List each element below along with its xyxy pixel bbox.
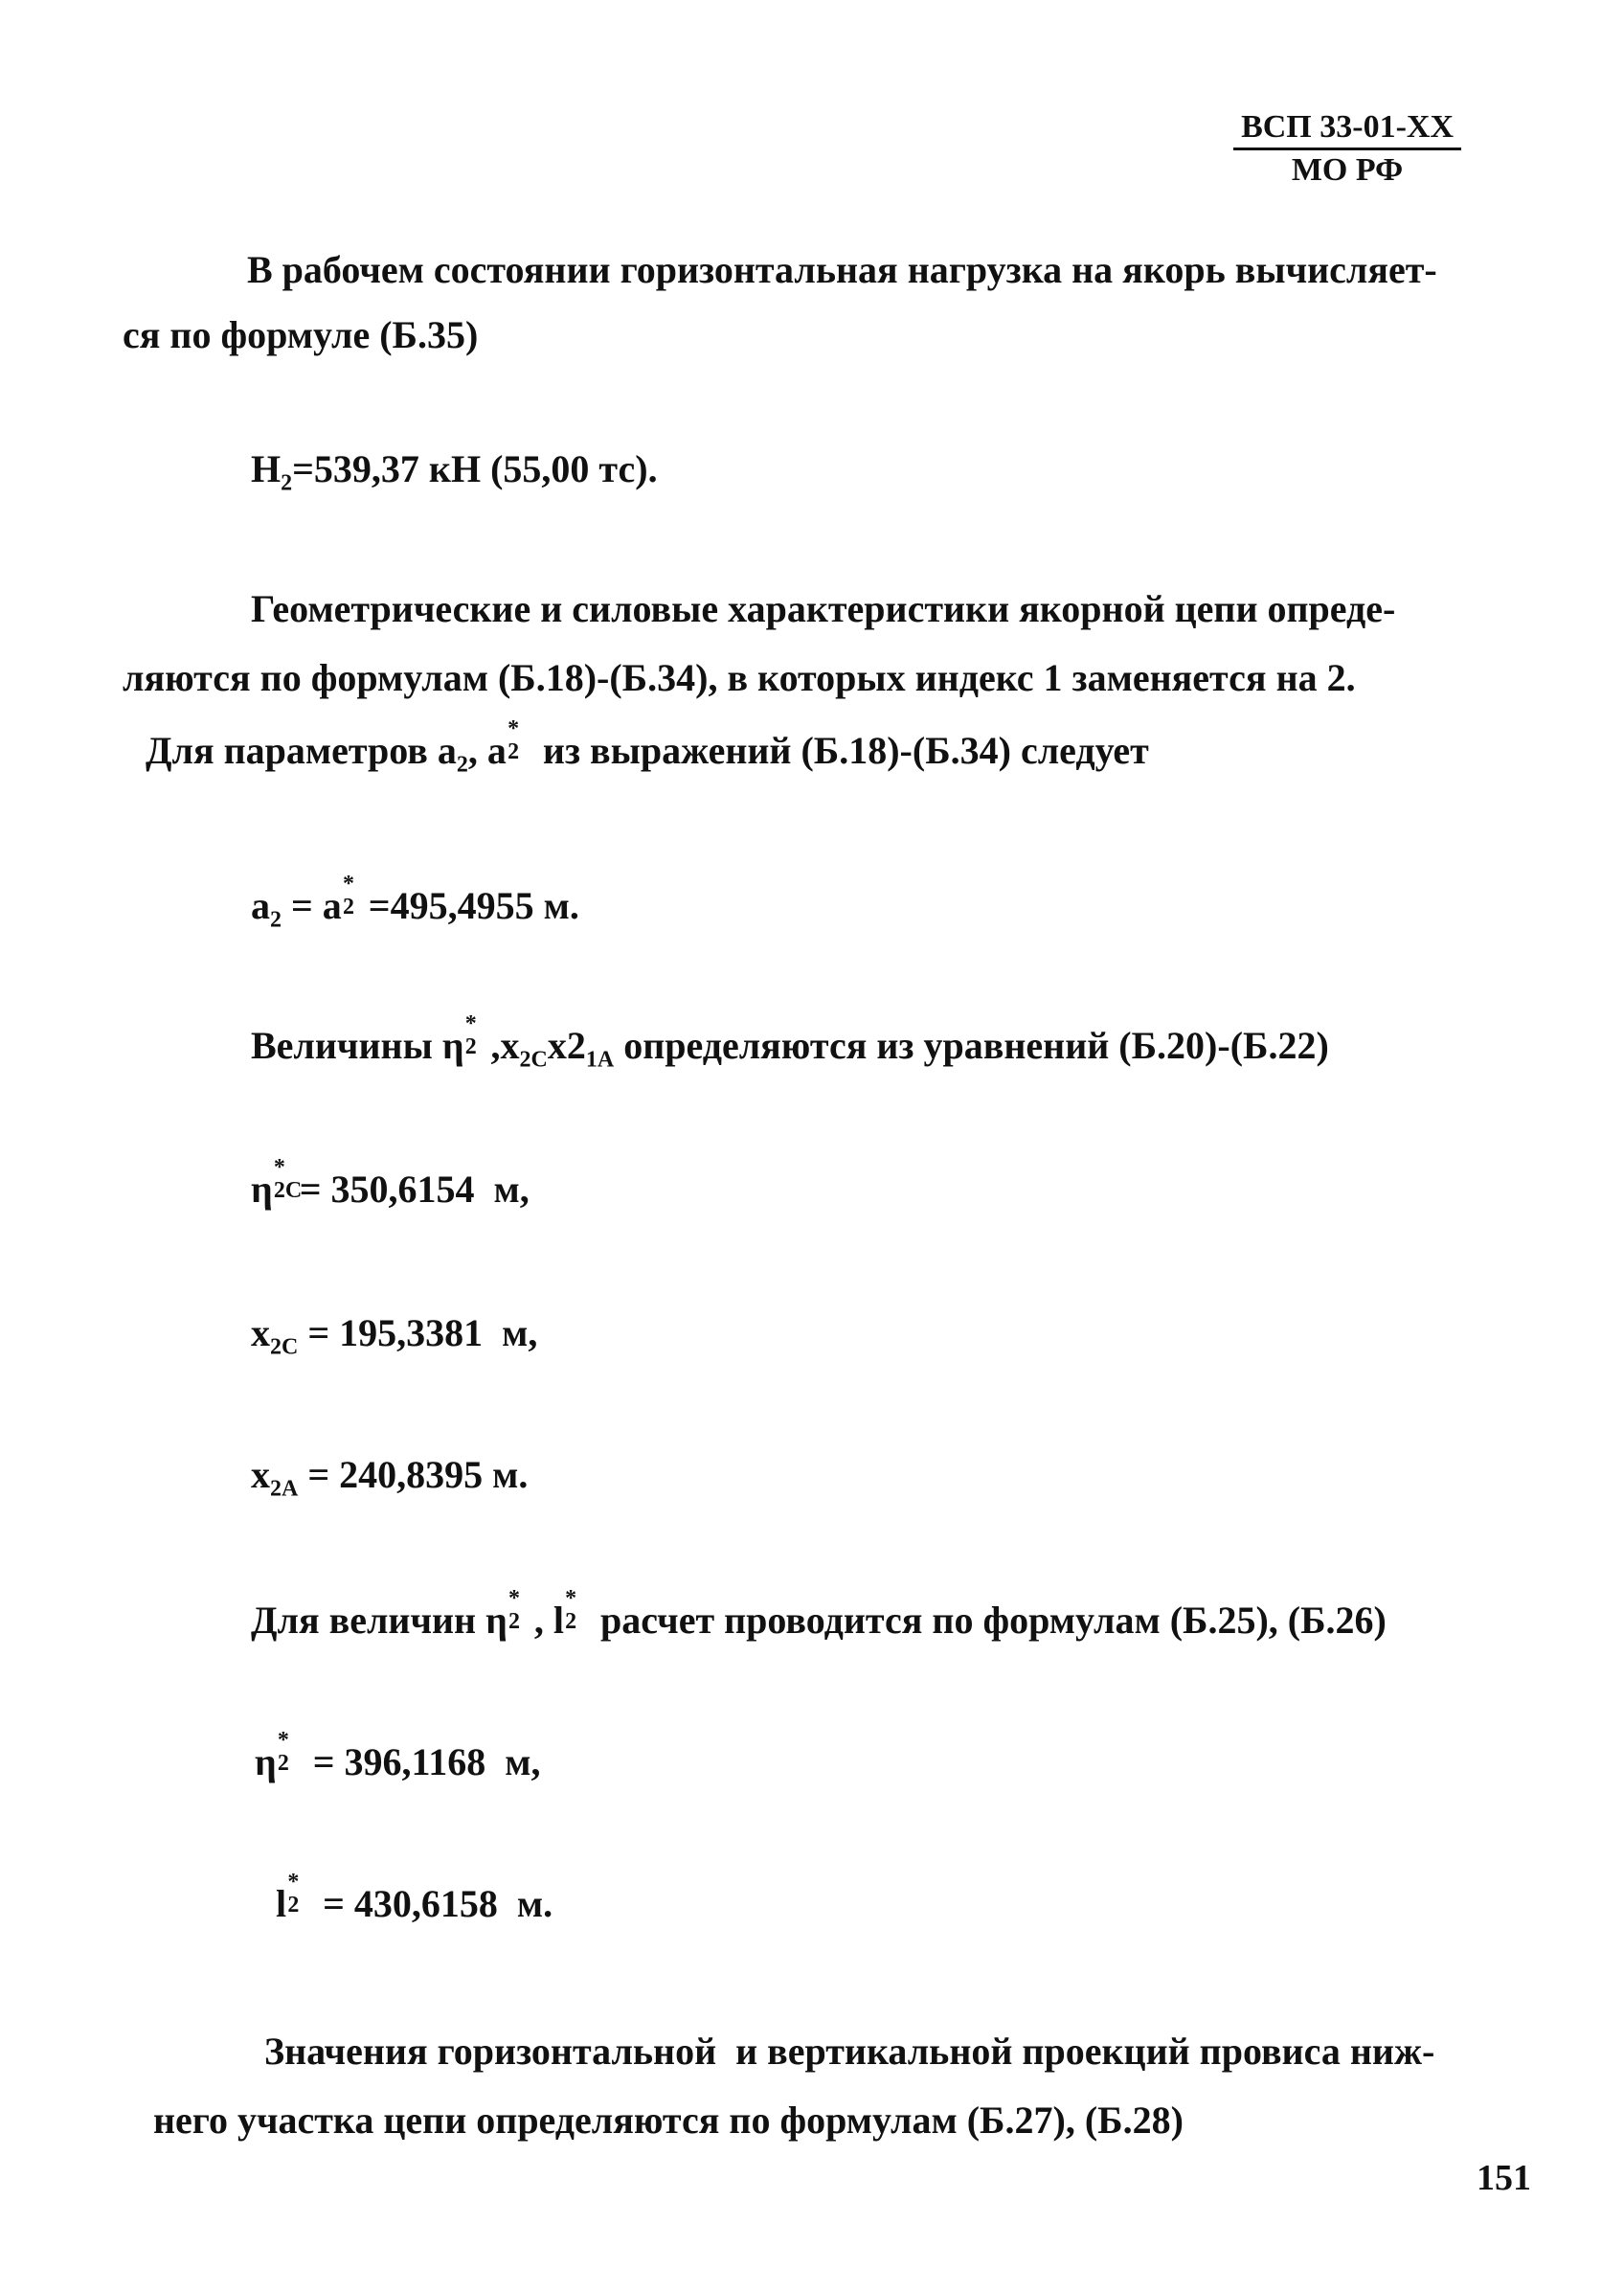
formula-eta2c-value: = 350,6154 м, [299, 1168, 530, 1211]
formula-x2c-symbol: x [251, 1311, 270, 1354]
formula-h2-symbol: H [251, 447, 282, 490]
formula-eta2-symbol: η [255, 1740, 277, 1783]
formula-eta2c [251, 1155, 530, 1213]
formula-eta2 [255, 1728, 541, 1785]
formula-l2-superscript: * [287, 1870, 300, 1895]
paragraph-1-line-1: В рабочем состоянии горизонтальная нагрузка на якорь вычисляет- [247, 248, 1437, 291]
document-organization: МО РФ [1291, 152, 1404, 188]
formula-a2 [251, 872, 579, 942]
formula-a2-star-indices [342, 872, 369, 929]
formula-a2-star-subscript: 2 [342, 895, 354, 920]
x2-subscript: 1А [585, 1047, 615, 1073]
formula-x2a [251, 1452, 528, 1511]
formula-x2c-value: = 195,3381 м, [298, 1311, 538, 1354]
formula-a2-symbol: a [251, 884, 270, 927]
paragraph-4-start: Для величин [251, 1599, 486, 1642]
formula-eta2-superscript: * [277, 1728, 289, 1754]
formula-l2-value: = 430,6158 м. [313, 1882, 553, 1925]
formula-a2-star-symbol: a [322, 884, 342, 927]
param-a2-star-symbol: a [486, 729, 507, 772]
param-a2-symbol: a [437, 729, 457, 772]
x2-symbol: x2 [547, 1024, 586, 1067]
document-header [1233, 107, 1461, 191]
eta-indices [464, 1011, 491, 1069]
param-a2-star-superscript: * [508, 716, 520, 742]
formula-x2a-subscript: 2А [270, 1476, 299, 1502]
eta-subscript: 2 [464, 1034, 477, 1060]
paragraph-2-line-3-start: Для параметров [146, 729, 438, 772]
formula-l2-indices [286, 1870, 313, 1927]
formula-a2-subscript: 2 [270, 907, 282, 933]
formula-a2-equals: = [282, 884, 323, 927]
eta2-star-symbol: η [485, 1599, 508, 1642]
eta2-star-indices [508, 1586, 534, 1644]
formula-x2c-subscript: 2С [270, 1334, 299, 1360]
paragraph-4-comma: , [533, 1599, 553, 1642]
l2-star-subscript: 2 [565, 1609, 577, 1635]
paragraph-3-end: определяются из уравнений (Б.20)-(Б.22) [614, 1024, 1329, 1067]
param-separator: , [467, 729, 487, 772]
x2c-symbol: x [500, 1024, 520, 1067]
paragraph-5-line-2: него участка цепи определяются по формулам (Б.27), (Б.28) [153, 2099, 1184, 2142]
paragraph-2-line-3 [146, 716, 1149, 787]
paragraph-4 [251, 1586, 1387, 1644]
page-number: 151 [1477, 2158, 1531, 2198]
paragraph-5-line-1: Значения горизонтальной и вертикальной проекций провиса ниж- [264, 2030, 1435, 2073]
param-a2-star-subscript: 2 [508, 739, 520, 765]
x2c-subscript: 2С [519, 1047, 548, 1073]
formula-l2-symbol: l [276, 1882, 287, 1925]
paragraph-3 [251, 1011, 1329, 1082]
l2-star-symbol: l [553, 1599, 564, 1642]
formula-eta2c-indices [273, 1155, 303, 1213]
formula-eta2-value: = 396,1168 м, [303, 1740, 541, 1783]
formula-l2-subscript: 2 [287, 1893, 300, 1918]
paragraph-1-line-2: ся по формуле (Б.35) [123, 313, 479, 356]
formula-eta2-subscript: 2 [277, 1751, 289, 1777]
eta-superscript: * [464, 1011, 477, 1037]
formula-eta2-indices [277, 1728, 304, 1785]
formula-h2 [251, 446, 658, 506]
paragraph-2-line-1: Геометрические и силовые характеристики якорной цепи опреде- [251, 587, 1396, 630]
l2-star-indices [564, 1586, 591, 1644]
paragraph-2-line-2: ляются по формулам (Б.18)-(Б.34), в которых индекс 1 заменяется на 2. [123, 656, 1356, 699]
formula-eta2c-superscript: * [273, 1155, 285, 1181]
formula-eta2c-symbol: η [251, 1168, 273, 1211]
paragraph-3-comma: , [490, 1024, 501, 1067]
formula-x2a-symbol: x [251, 1453, 270, 1496]
param-a2-star-indices [507, 716, 533, 774]
formula-a2-star-superscript: * [342, 872, 354, 897]
formula-eta2c-subscript: 2С [273, 1178, 303, 1204]
formula-h2-value: =539,37 кН (55,00 тс). [292, 447, 658, 490]
paragraph-2-line-3-end: из выражений (Б.18)-(Б.34) следует [532, 729, 1149, 772]
param-a2-subscript: 2 [456, 752, 468, 778]
paragraph-3-start: Величины [251, 1024, 442, 1067]
formula-x2c [251, 1310, 537, 1370]
eta2-star-subscript: 2 [508, 1609, 521, 1635]
formula-h2-subscript: 2 [281, 470, 293, 496]
formula-x2a-value: = 240,8395 м. [298, 1453, 529, 1496]
formula-a2-value: =495,4955 м. [368, 884, 579, 927]
eta-symbol: η [441, 1024, 464, 1067]
l2-star-superscript: * [565, 1586, 577, 1612]
document-code: ВСП 33-01-XX [1233, 107, 1461, 150]
paragraph-4-end: расчет проводится по формулам (Б.25), (Б.26) [590, 1599, 1387, 1642]
formula-l2 [276, 1870, 553, 1927]
eta2-star-superscript: * [508, 1586, 521, 1612]
